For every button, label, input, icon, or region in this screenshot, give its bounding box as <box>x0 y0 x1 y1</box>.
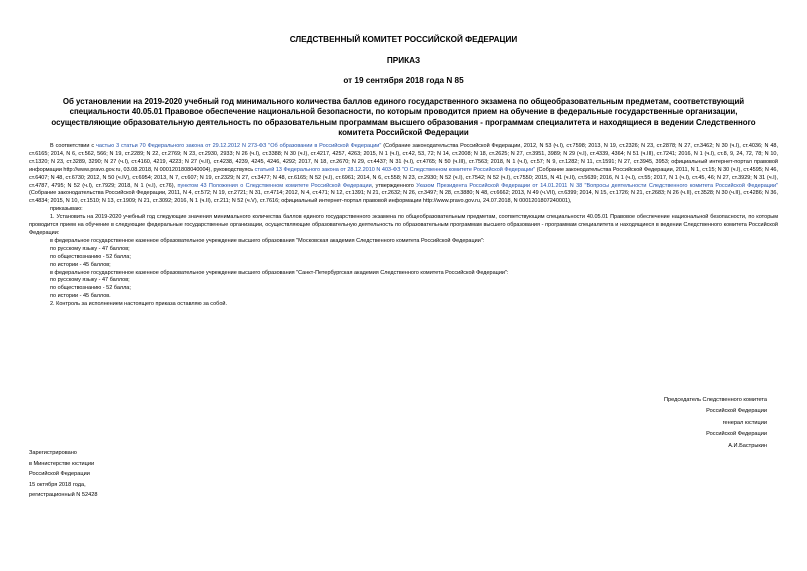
signature-line: А.И.Бастрыкин <box>728 442 767 449</box>
issuing-agency: СЛЕДСТВЕННЫЙ КОМИТЕТ РОССИЙСКОЙ ФЕДЕРАЦИИ <box>289 35 518 44</box>
presidential-decree-link[interactable]: Указом Президента Российской Федерации от 14.01.2011 N 38 "Вопросы деятельности Следственного комитета Российской Федерации" <box>416 182 779 189</box>
preamble-text: (Собрание законодательства Российской Федерации, 2011, N 4, ст.572; N 19, ст.2721; N 31, ст.4714; 2012, N 4, ст.471; N 12, ст.1391; N 21, ст.2632; N 26, ст.3497; N 28, ст.3880; N 48, ст.6662; 2013, N 49 (ч.VII), ст.6399; 2014, N 15, ст.1726; N 21, ст.2683; N 26 (ч.II), ст.3528; N 30 (ч.II), ст.4286; N 36, ст.4834; 2015, N 10, ст.1510; N 13, ст.1909; N 21, ст.3092; 2016, N 1 (ч.II), ст.211; N 52 (ч.V), ст.7616; официальный интернет-портал правовой информации http://www.pravo.gov.ru, 24.07.2018, N 0001201807240001), <box>29 190 778 205</box>
registration-line: Российской Федерации <box>29 471 90 478</box>
order-word: приказываю: <box>50 206 83 213</box>
registration-line: регистрационный N 52428 <box>29 492 98 499</box>
signature-line: генерал юстиции <box>722 419 767 426</box>
preamble-text: (Собрание законодательства Российской Федерации, 2012, N 53 (ч.I), ст.7598; 2013, N 19, ст.2326; N 23, ст.2878; N 27, ст.3462; N 30 (ч.I), ст.4036; N 48, ст.6165; 2014, N 6, ст.562, 566; N 19, ст.2289; N 22, ст.2769; N 23, ст.2930, 2933; N 26 (ч.I), ст.3388; N 30 (ч.I), ст.4217, 4257, 4263; 2015, N 1 (ч.I), ст.42, 53, 72; N 14, ст.2008; N 18, ст.2625; N 27, ст.3951, 3989; N 29 (ч.I), ст.4339, 4364; N 51 (ч.III), ст.7241; 2016, N 1 (ч.I), ст.8, 9, 24, 72, 78; N 10, ст.1320; N 23, ст.3289, 3290; N 27 (ч.I), ст.4160, 4219, 4223; N 27 (ч.II), ст.4238, 4239, 4245, 4246, 4292; 2017, N 18, ст.2670; N 29, ст.4437; N 31 (ч.I), ст.4765; N 50 (ч.III), ст.7563; 2018, N 1 (ч.I), ст.57; N 9, ст.1282; N 11, ст.1591; N 27, ст.3945, 3953; официальный интернет-портал правовой информации http://www.pravo.gov.ru, 03.08.2018, N 0001201808040004), руководствуясь <box>29 143 779 173</box>
item-paragraph: по обществознанию - 52 балла; <box>50 285 131 292</box>
law-273-fz-link[interactable]: частью 3 статьи 70 Федерального закона от 29.12.2012 N 273-ФЗ "Об образовании в Российской Федерации" <box>96 143 382 149</box>
item-paragraph: в федеральное государственное казенное образовательное учреждение высшего образования "Московская академия Следственного комитета Российской Федерации": <box>50 237 485 244</box>
item-paragraph: по обществознанию - 52 балла; <box>50 253 131 260</box>
registration-line: в Министерстве юстиции <box>29 460 95 467</box>
preamble-paragraph <box>29 143 778 206</box>
registration-line: Зарегистрировано <box>29 450 77 456</box>
item-paragraph: по русскому языку - 47 баллов; <box>50 277 130 284</box>
signature-line: Председатель Следственного комитета <box>663 397 767 403</box>
preamble-text: , утвержденного <box>371 182 417 189</box>
preamble-text: В соответствии с <box>50 143 96 149</box>
document-date-number: от 19 сентября 2018 года N 85 <box>343 76 464 85</box>
document-title: Об установлении на 2019-2020 учебный год минимального количества баллов единого государственного экзамена по общеобразовательным предметам, соответствующий специальности 40.05.01 Правовое обеспечение национальной безопасности, по которым проводится прием на обучение в федеральные государственные организации, осуществляющие образовательную деятельность по образовательным программам высшего образования - программам специалитета и находящиеся в ведении Следственного комитета Российской Федерации <box>51 97 756 138</box>
item-paragraph: по русскому языку - 47 баллов; <box>50 245 130 252</box>
signature-block <box>587 395 767 452</box>
registration-line: 15 октября 2018 года, <box>29 481 86 488</box>
item-paragraph: в федеральное государственное казенное образовательное учреждение высшего образования "Санкт-Петербургская академия Следственного комитета Российской Федерации": <box>50 269 509 276</box>
item-paragraph: по истории - 45 баллов; <box>50 261 111 268</box>
document-body <box>29 143 778 309</box>
item-paragraph: 2. Контроль за исполнением настоящего приказа оставляю за собой. <box>50 301 227 308</box>
document-type: ПРИКАЗ <box>386 56 421 65</box>
registration-block <box>29 448 249 501</box>
law-403-fz-link[interactable]: статьей 13 Федерального закона от 28.12.2010 N 403-ФЗ "О Следственном комитете Российской Федерации" <box>254 166 536 173</box>
preamble-text: (Собрание законодательства Российской Федерации, 2011, N 1, ст.15; N 30 (ч.I), ст.4595; N 46, ст.6407; N 48, ст.6730; 2012, N 50 (ч.IV), ст.6954; 2013, N 7, ст.607; N 19, ст.2329; N 27, ст.3477; N 48, ст.6165; N 52 (ч.I), ст.6961; 2014, N 6, ст.558; N 23, ст.2930; N 52 (ч.I), ст.7542; N 52 (ч.I), ст.7550; 2015, N 41 (ч.II), ст.5639; 2016, N 1 (ч.I), ст.55; 2017, N 1 (ч.I), ст.45, 46; N 27, ст.3929; N 31 (ч.I), ст.4787, 4795; N 52 (ч.I), ст.7929; 2018, N 1 (ч.I), ст.76), <box>29 166 779 189</box>
regulation-point-43-link[interactable]: пунктом 43 Положения о Следственном комитете Российской Федерации <box>177 182 372 189</box>
signature-line: Российской Федерации <box>706 431 767 438</box>
item-paragraph: по истории - 45 баллов. <box>50 293 111 300</box>
item-paragraph: 1. Установить на 2019-2020 учебный год следующие значения минимального количества баллов единого государственного экзамена по общеобразовательным предметам, соответствующим специальности 40.05.01 Правовое обеспечение национальной безопасности, по которым проводится прием на обучение в следующие федеральные государственные организации, осуществляющие образовательную деятельность по образовательным программам высшего образования - программам специалитета и находящиеся в ведении Следственного комитета Российской Федерации: <box>29 214 778 236</box>
signature-line: Российской Федерации <box>706 408 767 415</box>
